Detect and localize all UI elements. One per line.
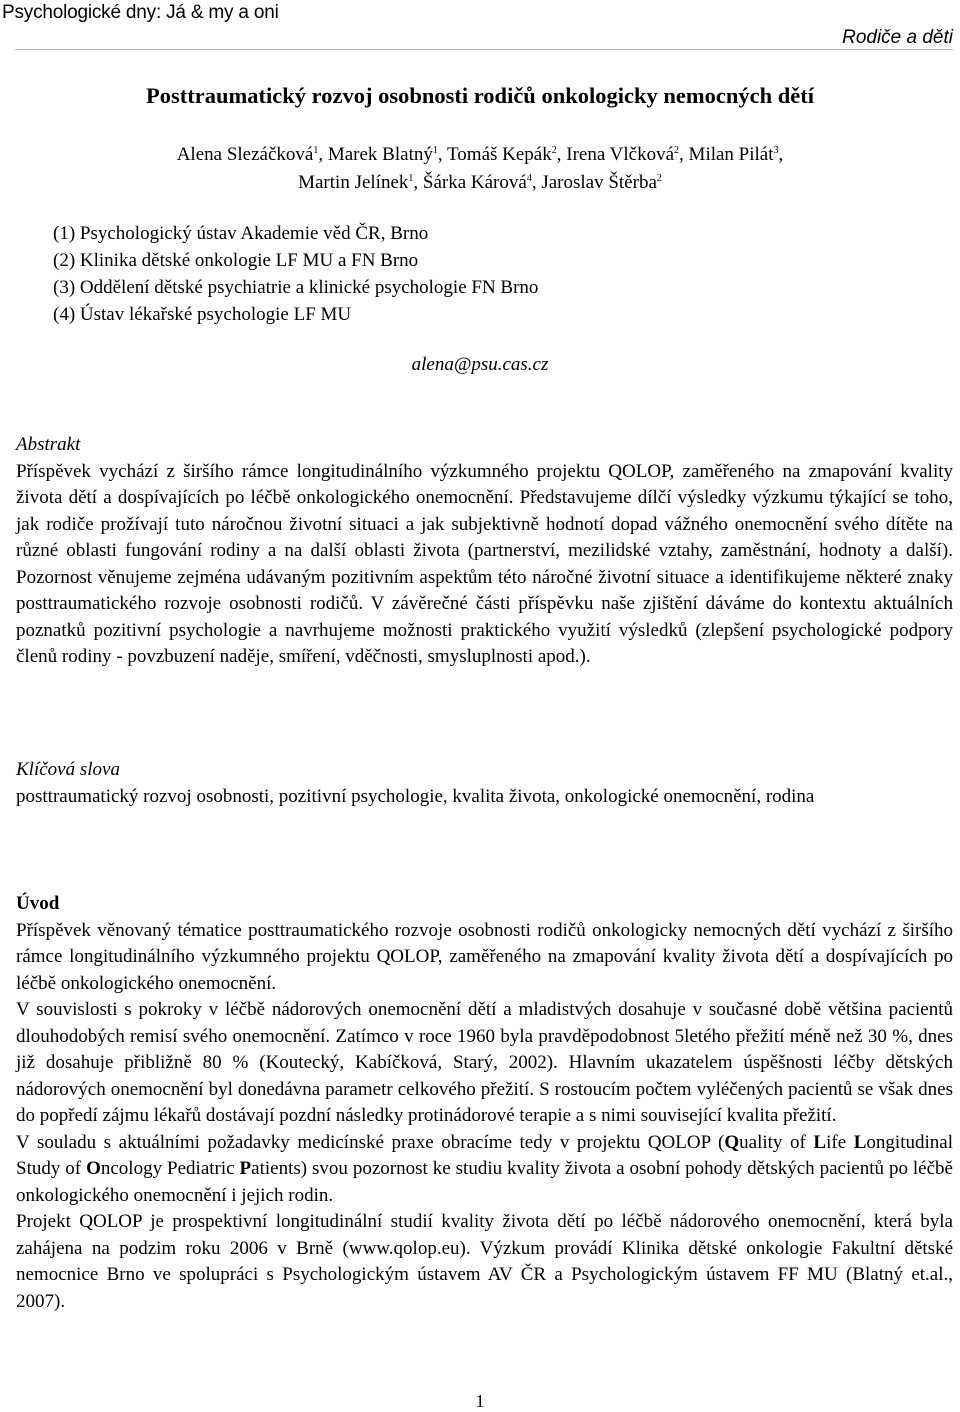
text-run: V souladu s aktuálními požadavky medicínské praxe obracíme tedy v projektu QOLOP (: [16, 1131, 725, 1153]
keywords-section: [16, 757, 953, 810]
author-name: Alena Slezáčková: [176, 144, 314, 165]
affiliation-item: (4) Ústav lékařské psychologie LF MU: [53, 304, 352, 325]
intro-paragraph-1: Příspěvek věnovaný tématice posttraumatického rozvoje osobnosti rodičů onkologicky nemocných dětí vychází z širšího rámce longitudinálního výzkumného projektu QOLOP, zaměřeného na zmapování kvality života dětí a dospívajících po léčbě onkologického onemocnění.: [16, 919, 953, 994]
affiliation-marker: 2: [674, 145, 680, 156]
intro-heading: Úvod: [16, 893, 60, 914]
author-list: [0, 141, 960, 197]
text-run: ncology Pediatric: [100, 1158, 240, 1179]
author-name: , Milan Pilát: [679, 144, 774, 165]
intro-paragraph-4: Projekt QOLOP je prospektivní longitudinální studií kvality života dětí po léčbě nádorového onemocnění, která byla zahájena na podzim roku 2006 v Brně (www.qolop.eu). Výzkum provádí Klinika dětské onkologie Fakultní dětské nemocnice Brno ve spolupráci s Psychologickým ústavem AV ČR a Psychologickým ústavem FF MU (Blatný et.al., 2007).: [16, 1211, 953, 1312]
affiliation-marker: 4: [526, 173, 532, 184]
abstract-section: [16, 432, 953, 671]
acronym-letter: Q: [724, 1131, 740, 1153]
acronym-letter: L: [813, 1131, 827, 1153]
author-line-1: [0, 141, 960, 169]
intro-paragraph-3: [16, 1130, 953, 1210]
author-name: Martin Jelínek: [298, 172, 409, 193]
text-run: ife: [826, 1131, 854, 1153]
author-name: , Tomáš Kepák: [437, 144, 552, 165]
acronym-letter: P: [239, 1158, 252, 1179]
running-header-left: Psychologické dny: Já & my a oni: [2, 2, 279, 23]
affiliation-item: (2) Klinika dětské onkologie LF MU a FN Brno: [53, 250, 419, 271]
affiliation-marker: 3: [773, 145, 779, 156]
page-number: 1: [475, 1391, 485, 1411]
page-header: [0, 0, 960, 52]
keywords-text: posttraumatický rozvoj osobnosti, pozitivní psychologie, kvalita života, onkologické onemocnění, rodina: [16, 785, 815, 807]
intro-paragraph-2: V souvislosti s pokroky v léčbě nádorových onemocnění dětí a mladistvých dosahuje v současné době většina pacientů dlouhodobých remisí svého onemocnění. Zatímco v roce 1960 byla pravděpodobnost 5letého přežití méně než 30 %, dnes již dosahuje přibližně 80 % (Koutecký, Kabíčková, Starý, 2002). Hlavním ukazatelem úspěšnosti léčby dětských nádorových onemocnění byl donedávna parametr celkového přežití. S rostoucím počtem vyléčených pacientů se však dnes do popředí zájmu lékařů dostávají pozdní následky protinádorové terapie a s nimi související kvalita přežití.: [16, 999, 953, 1126]
author-name: , Šárka Kárová: [413, 172, 527, 193]
affiliation-marker: 1: [313, 145, 319, 156]
affiliation-item: (1) Psychologický ústav Akademie věd ČR, Brno: [53, 223, 429, 244]
affiliation-marker: 1: [432, 145, 438, 156]
text-run: ongitudinal Study of: [16, 1131, 953, 1179]
author-separator: ,: [778, 144, 784, 165]
affiliation-marker: 2: [551, 145, 557, 156]
affiliation-marker: 1: [408, 173, 414, 184]
contact-email[interactable]: alena@psu.cas.cz: [411, 354, 549, 375]
author-name: , Marek Blatný: [318, 144, 433, 165]
acronym-letter: L: [853, 1131, 867, 1153]
acronym-letter: O: [86, 1158, 101, 1179]
author-line-2: [0, 169, 960, 197]
running-header-right: Rodiče a děti: [842, 27, 953, 48]
author-name: , Jaroslav Štěrba: [531, 172, 657, 193]
intro-section: [16, 891, 953, 1315]
abstract-heading: Abstrakt: [16, 434, 81, 455]
header-divider: [15, 49, 953, 50]
paper-title: Posttraumatický rozvoj osobnosti rodičů onkologicky nemocných dětí: [146, 83, 814, 108]
text-run: uality of: [739, 1131, 814, 1153]
abstract-text: Příspěvek vychází z širšího rámce longitudinálního výzkumného projektu QOLOP, zaměřeného na zmapování kvality života dětí a dospívajících po léčbě onkologického onemocnění. Představujeme dílčí výsledky výzkumu týkající se toho, jak rodiče prožívají tuto náročnou životní situaci a jak subjektivně hodnotí dopad vážného onemocnění svého dítěte na různé oblasti fungování rodiny a na další oblasti života (partnerství, mezilidské vztahy, zaměstnání, hodnoty a další). Pozornost věnujeme zejména udávaným pozitivním aspektům této náročné životní situace a identifikujeme některé znaky posttraumatického rozvoje osobnosti rodičů. V závěrečné části příspěvku naše zjištění dáváme do kontextu aktuálních poznatků pozitivní psychologie a navrhujeme možnosti praktického využití výsledků (zlepšení psychologické podpory členů rodiny - povzbuzení naděje, smíření, vděčnosti, smysluplnosti apod.).: [16, 460, 953, 667]
affiliation-list: [53, 220, 538, 328]
affiliation-item: (3) Oddělení dětské psychiatrie a klinické psychologie FN Brno: [53, 277, 539, 298]
affiliation-marker: 2: [656, 173, 662, 184]
text-run: atients) svou pozornost ke studiu kvality života a osobní pohody dětských pacientů po léčbě onkologického onemocnění i jejich rodin.: [16, 1158, 953, 1206]
author-name: , Irena Vlčková: [556, 144, 675, 165]
keywords-heading: Klíčová slova: [16, 759, 120, 780]
